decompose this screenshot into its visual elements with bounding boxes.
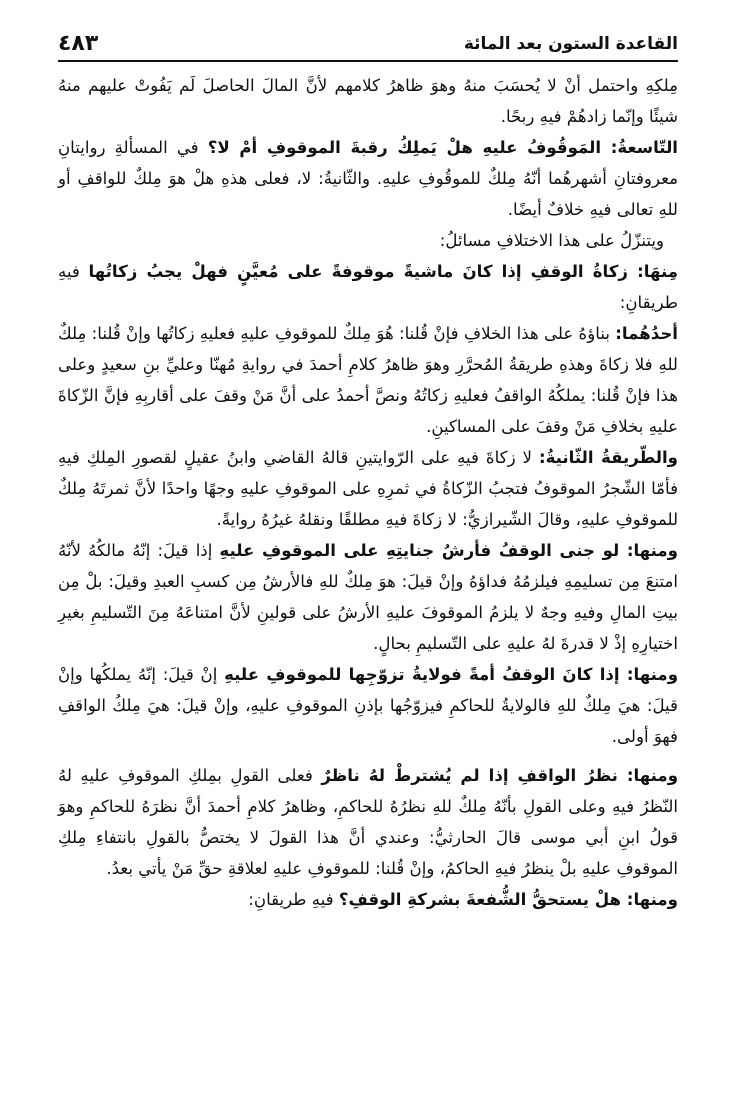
paragraph-text: إنْ قيلَ: إنّهُ يملكُها وإنْ قيلَ: هيَ مِلكٌ للهِ فالولايةُ للحاكمِ فيزوّجُها بإذنِ الموقوفِ عليهِ، وإنْ قيلَ: هيَ مِلكُ الواقفِ فهوَ أولى. <box>58 665 678 746</box>
paragraph-heading: ومنها: لو جنى الوقفُ فأرشُ جنايتِهِ على الموقوفِ عليهِ <box>219 541 679 560</box>
body-text <box>58 70 678 915</box>
paragraph-text: فعلى القولِ بمِلكِ الموقوفِ عليهِ لهُ النّظرُ فيهِ وعلى القولِ بأنّهُ مِلكٌ للهِ نظرُهُ للحاكمِ، وظاهرُ كلامِ أحمدَ أنَّ نظرَهُ للحاكمِ وهوَ قولُ ابنِ أبي موسى قالَ الحارثيُّ: وعندي أنَّ هذا القولَ لا يختصُّ بالقولِ بانتفاءِ مِلكِ الموقوفِ عليهِ بلْ ينظرُ فيهِ الحاكمُ، وإنْ قُلنا: للموقوفِ عليهِ لعلاقةِ حقِّ مَنْ يأتي بعدُ. <box>58 766 678 878</box>
paragraph-text: فيهِ طريقانِ: <box>58 262 678 312</box>
paragraph <box>58 760 678 884</box>
paragraph <box>58 318 678 442</box>
paragraph-text: مِلكِهِ واحتمل أنْ لا يُحسَبَ منهُ وهوَ ظاهرُ كلامهم لأنَّ المالَ الحاصلَ لَم يَفُوتْ عليهم منهُ شيئًا وإنّما زادهُمْ فيهِ ربحًا. <box>58 76 678 126</box>
paragraph-text: في المسألةِ روايتانِ معروفتانِ أشهرهُما أنّهُ مِلكٌ للموقُوفِ عليهِ. والثّانيةُ: لا، فعلى هذهِ هلْ هوَ مِلكٌ للواقفِ أو للهِ تعالى فيهِ خلافٌ أيضًا. <box>58 138 678 219</box>
paragraph <box>58 70 678 132</box>
paragraph-heading: ومنها: نظرُ الواقفِ إذا لم يُشترطْ لهُ ناظرٌ <box>321 766 679 785</box>
paragraph-heading: والطّريقةُ الثّانيةُ: <box>538 448 678 467</box>
paragraph-text: ويتنزّلُ على هذا الاختلافِ مسائلُ: <box>439 231 664 250</box>
page-number: ٤٨٣ <box>58 31 99 56</box>
paragraph-text: فيهِ طريقانِ: <box>248 890 339 909</box>
document-page <box>58 30 678 1070</box>
paragraph <box>58 659 678 752</box>
paragraph <box>58 132 678 225</box>
paragraph-heading: ومنها: هلْ يستحقُّ الشُّفعةَ بشركةِ الوقفِ؟ <box>338 890 678 909</box>
paragraph-heading: مِنهَا: زكاةُ الوقفِ إذا كانَ ماشيةً موقوفةً على مُعيَّنٍ فهلْ يجبُ زكاتُها <box>88 262 678 281</box>
paragraph <box>58 225 678 256</box>
paragraph <box>58 256 678 318</box>
paragraph-heading: ومنها: إذا كانَ الوقفُ أمةً فولايةُ تزوّجِها للموقوفِ عليهِ <box>224 665 679 684</box>
paragraph-heading: التّاسعةُ: المَوقُوفُ عليهِ هلْ يَملِكُ رقبةَ الموقوفِ أمْ لا؟ <box>207 138 678 157</box>
paragraph-text: لا زكاةَ فيهِ على الرّوايتينِ قالهُ القاضي وابنُ عقيلٍ لقصورِ المِلكِ فيهِ فأمّا الشّجرُ الموقوفُ فتجبُ الزّكاةُ في ثمرِهِ على الموقوفِ عليهِ وجهًا واحدًا لأنَّ ثمرتَهُ مِلكٌ للموقوفِ عليهِ، وقالَ الشّيرازيُّ: لا زكاةَ فيهِ مطلقًا ونقلهُ غيرُهُ روايةً. <box>58 448 678 529</box>
paragraph-text: بناؤهُ على هذا الخلافِ فإنْ قُلنا: هُوَ مِلكٌ للموقوفِ عليهِ فعليهِ زكاتُها وإنْ قُلنا: مِلكٌ للهِ فلا زكاةَ وهذهِ طريقةُ المُحرَّرِ وهوَ ظاهرُ كلامِ أحمدَ في روايةِ مُهنّا وعليِّ بنِ سعيدٍ وعلى هذا فإنْ قُلنا: يملكُهُ الواقفُ فعليهِ زكاتُهُ ونصَّ أحمدُ على أنَّ مَنْ وقفَ على أقاربِهِ فإنَّ الزّكاةَ عليهِ بخلافِ مَنْ وقفَ على المساكينِ. <box>58 324 678 436</box>
paragraph <box>58 442 678 535</box>
paragraph <box>58 535 678 659</box>
running-header <box>58 30 678 62</box>
paragraph-text: إذا قيلَ: إنّهُ مالكُهُ لأنّهُ امتنعَ مِن تسليمِهِ فيلزمُهُ فداؤهُ وإنْ قيلَ: هوَ مِلكٌ للهِ فالأرشُ مِن كسبِ العبدِ وقيلَ: بلْ مِن بيتِ المالِ وفيهِ وجهٌ لا يلزمُ الموقوفَ عليهِ الأرشُ على قولينِ لأنَّ امتناعَهُ مِنَ التّسليمِ بغيرِ اختيارِهِ إذْ لا قدرةَ لهُ عليهِ على التّسليمِ بحالٍ. <box>58 541 678 653</box>
paragraph-heading: أحدُهُما: <box>615 324 678 343</box>
paragraph <box>58 884 678 915</box>
chapter-title: القاعدة الستون بعد المائة <box>463 34 678 54</box>
